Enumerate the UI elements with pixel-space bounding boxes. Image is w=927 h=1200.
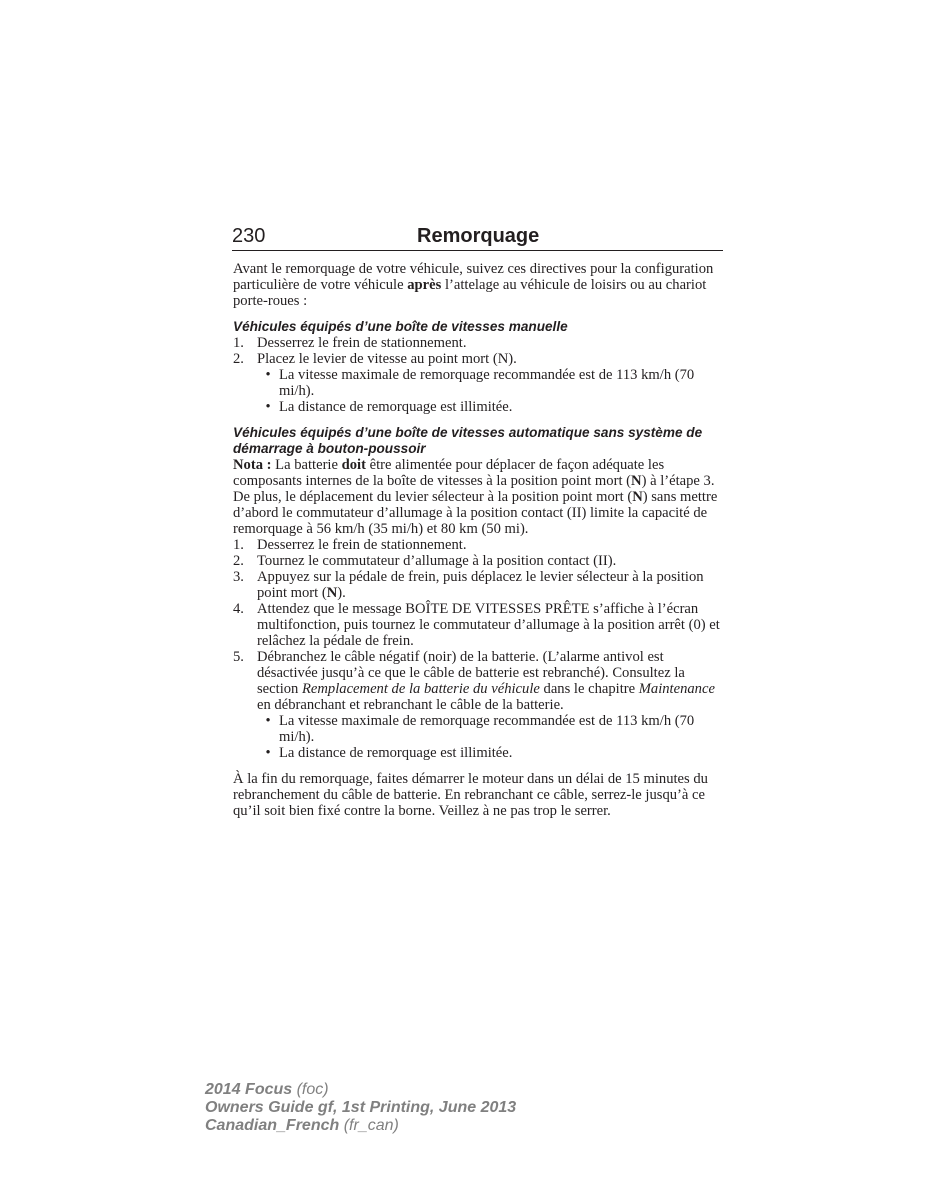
note-paragraph: Nota : La batterie doit être alimentée pour déplacer de façon adéquate les composants internes de la boîte de vitesses à la position point mort (N) à l’étape 3. De plus, le déplacement du levier sélecteur à la position point mort (N) sans mettre d’abord le commutateur d’allumage à la position contact (II) limite la capacité de remorquage à 56 km/h (35 mi/h) et 80 km (50 mi). <box>233 457 718 537</box>
manual-steps <box>233 335 723 415</box>
list-item: 4. Attendez que le message BOÎTE DE VITESSES PRÊTE s’affiche à l’écran multifonction, puis tournez le commutateur d’allumage à la position arrêt (0) et relâchez la pédale de frein. <box>233 601 720 649</box>
footer-line-printing: Owners Guide gf, 1st Printing, June 2013 <box>205 1099 517 1116</box>
page-content <box>233 261 723 819</box>
bullet-item: • La distance de remorquage est illimitée. <box>233 745 723 761</box>
page-header <box>232 224 723 251</box>
bullet-item: • La vitesse maximale de remorquage recommandée est de 113 km/h (70 mi/h). <box>233 713 723 745</box>
bullet-icon: • <box>265 367 271 383</box>
closing-paragraph: À la fin du remorquage, faites démarrer le moteur dans un délai de 15 minutes du rebranchement du câble de batterie. En rebranchant ce câble, serrez-le jusqu’à ce qu’il soit bien fixé contre la borne. Veillez à ne pas trop le serrer. <box>233 771 708 819</box>
list-item: 1. Desserrez le frein de stationnement. <box>233 335 467 351</box>
intro-paragraph: Avant le remorquage de votre véhicule, suivez ces directives pour la configuration particulière de votre véhicule après l’attelage au véhicule de loisirs ou au chariot porte-roues : <box>233 261 714 309</box>
bullet-item: • La vitesse maximale de remorquage recommandée est de 113 km/h (70 mi/h). <box>233 367 723 399</box>
manual-heading: Véhicules équipés d’une boîte de vitesses manuelle <box>233 319 568 334</box>
note-label: Nota : <box>233 457 272 473</box>
page-footer <box>205 1081 516 1135</box>
bullet-icon: • <box>265 713 271 729</box>
list-item: 5. Débranchez le câble négatif (noir) de la batterie. (L’alarme antivol est désactivée jusqu’à ce que le câble de batterie est rebranché). Consultez la section Remplacement de la batterie du véhicule dans le chapitre Maintenance en débranchant et rebranchant le câble de la batterie. <box>233 649 715 713</box>
footer-line-model: 2014 Focus (foc) <box>205 1081 329 1098</box>
bullet-icon: • <box>265 745 271 761</box>
page-number: 230 <box>232 225 266 247</box>
chapter-title: Remorquage <box>417 225 540 247</box>
automatic-steps <box>233 537 723 761</box>
list-item: 3. Appuyez sur la pédale de frein, puis déplacez le levier sélecteur à la position point mort (N). <box>233 569 704 601</box>
footer-line-language: Canadian_French (fr_can) <box>205 1117 399 1134</box>
list-item: 1. Desserrez le frein de stationnement. <box>233 537 467 553</box>
list-item: 2. Placez le levier de vitesse au point mort (N). <box>233 351 517 367</box>
bullet-icon: • <box>265 399 271 415</box>
intro-bold-word: après <box>407 277 442 293</box>
automatic-heading: Véhicules équipés d’une boîte de vitesses automatique sans système de démarrage à bouton-poussoir <box>233 425 703 456</box>
list-item: 2. Tournez le commutateur d’allumage à la position contact (II). <box>233 553 617 569</box>
bullet-item: • La distance de remorquage est illimitée. <box>233 399 723 415</box>
